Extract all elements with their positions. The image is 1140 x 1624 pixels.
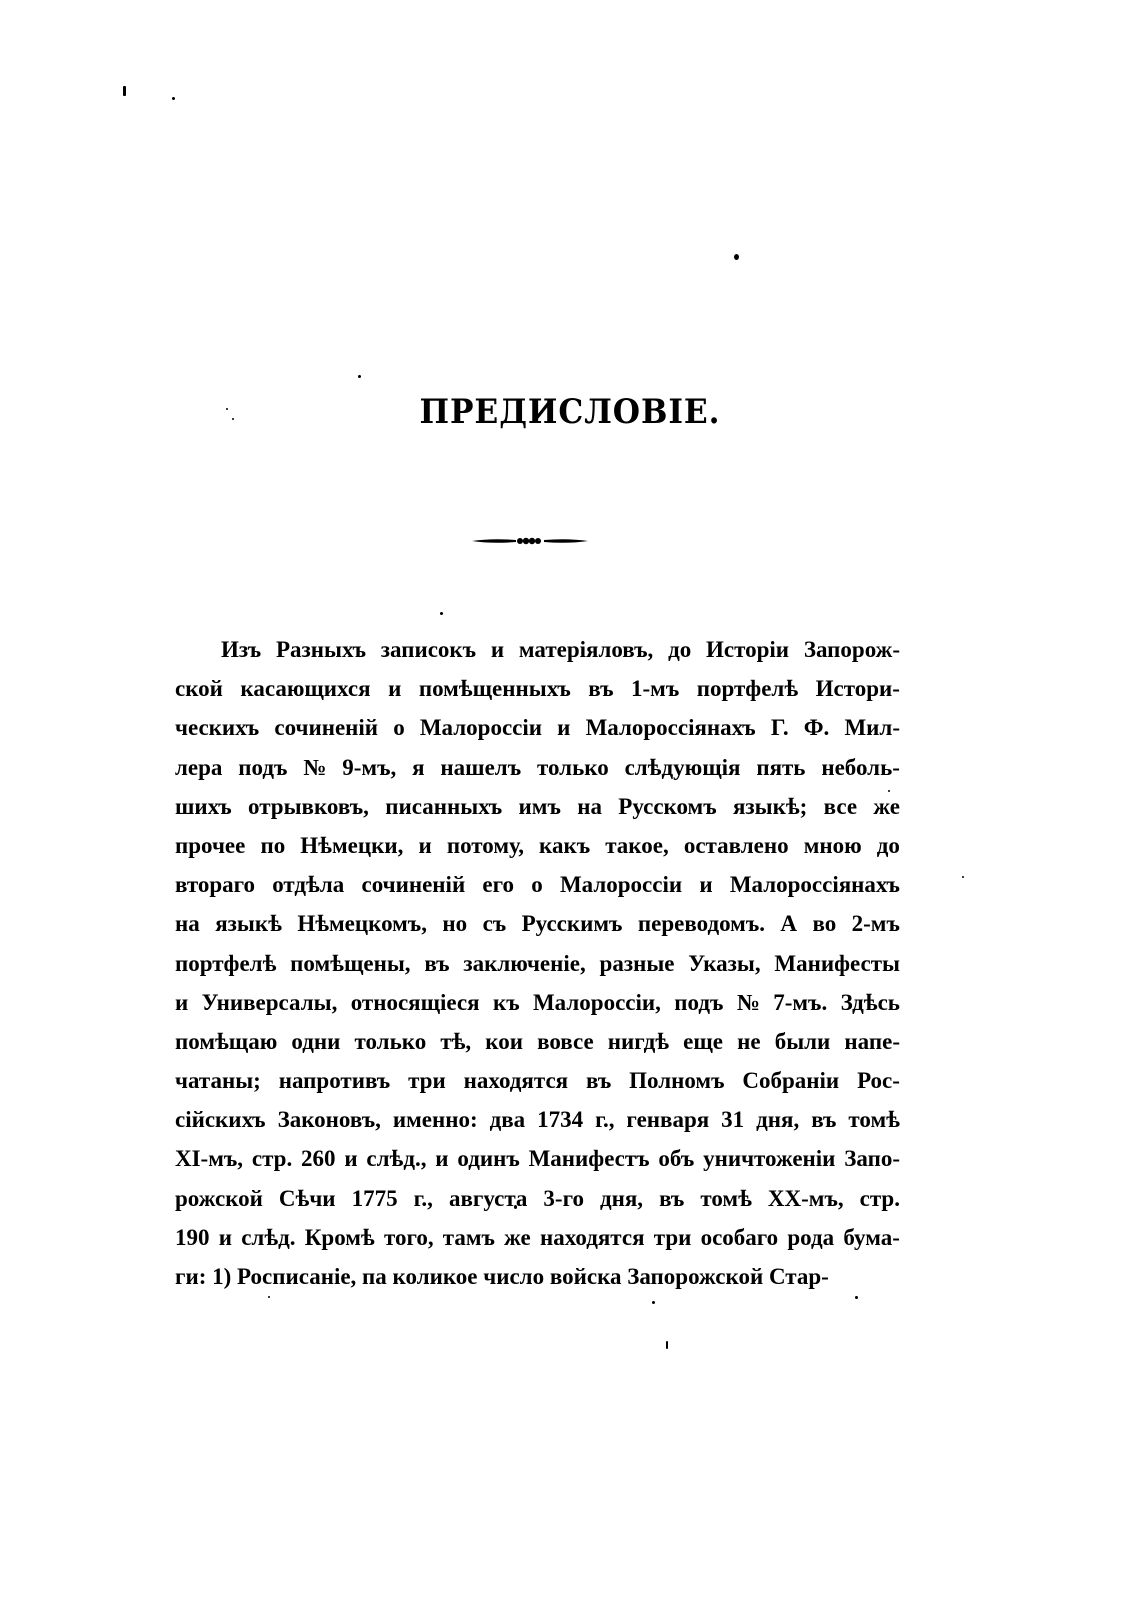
word: рода — [787, 1224, 835, 1250]
word: августа — [448, 1185, 528, 1211]
word: нашелъ — [440, 754, 522, 780]
word: дня, — [756, 1107, 800, 1133]
word: Малороссіи, — [532, 989, 661, 1015]
word: и — [175, 989, 189, 1015]
paragraph-line — [175, 708, 900, 747]
word: того, — [383, 1224, 434, 1250]
paragraph-line — [175, 1139, 900, 1178]
scan-speck — [123, 86, 126, 96]
word: Законовъ, — [277, 1107, 381, 1133]
word: помѣщены, — [290, 950, 411, 976]
word: тамъ — [442, 1224, 495, 1250]
word: въ — [811, 1107, 837, 1133]
word: и — [218, 1224, 232, 1250]
word: только — [354, 1028, 427, 1054]
word: объ — [658, 1146, 695, 1172]
word: писанныхъ — [385, 793, 503, 819]
word: Запо- — [844, 1146, 900, 1172]
word: о — [393, 715, 405, 741]
word: уничтоженіи — [703, 1146, 836, 1172]
word: матеріяловъ, — [518, 637, 654, 662]
word: тѣ, — [440, 1028, 472, 1054]
word: XX-мъ, — [767, 1185, 844, 1211]
paragraph-line — [175, 1100, 900, 1139]
word: № — [303, 754, 327, 780]
word: въ — [588, 676, 614, 702]
word: напротивъ — [278, 1068, 391, 1094]
word: втораго — [175, 872, 256, 898]
word: 190 — [175, 1224, 210, 1250]
word: портфелѣ — [696, 676, 799, 702]
word: 1734 — [537, 1107, 584, 1133]
word: языкѣ; — [732, 793, 808, 819]
word: Рос- — [857, 1068, 900, 1094]
scan-speck — [855, 1296, 858, 1299]
paragraph-line — [175, 1061, 900, 1100]
word: отдѣла — [272, 872, 345, 898]
word: и — [490, 637, 505, 662]
word: же — [873, 793, 900, 819]
word: и — [435, 1146, 449, 1172]
word: не — [737, 1028, 761, 1054]
word: А — [780, 911, 798, 937]
word: три — [653, 1224, 692, 1250]
scan-speck — [666, 1341, 668, 1349]
word: особаго — [700, 1224, 779, 1250]
word: г., — [413, 1185, 433, 1211]
paragraph-line — [175, 826, 900, 865]
word: сійскихъ — [175, 1107, 266, 1133]
word: такое, — [605, 832, 669, 858]
word: Малороссіянахъ — [729, 872, 900, 898]
word: подъ — [238, 754, 288, 780]
word: ческихъ — [175, 715, 260, 741]
word: о — [531, 872, 543, 898]
word: имъ — [518, 793, 561, 819]
paragraph-line — [175, 1179, 900, 1218]
word: дня, — [599, 1185, 644, 1211]
word: я — [412, 754, 425, 780]
word: и — [344, 1146, 358, 1172]
paragraph-line: ги: 1) Росписаніе, па коликое число войска Запорожской Стар- — [175, 1264, 829, 1289]
word: два — [489, 1107, 526, 1133]
word: Русскимъ — [521, 911, 623, 937]
word: сочиненій — [361, 872, 466, 898]
word: съ — [482, 911, 507, 937]
word: Сѣчи — [278, 1185, 336, 1211]
word: XI-мъ, — [175, 1146, 244, 1172]
word: были — [774, 1028, 831, 1054]
word: къ — [492, 989, 520, 1015]
word: до — [876, 832, 900, 858]
word: 9-мъ, — [342, 754, 397, 780]
word: слѣд., — [366, 1146, 427, 1172]
word: и — [388, 676, 402, 702]
word: какъ — [539, 832, 591, 858]
word: Г. — [770, 715, 789, 741]
word: же — [504, 1224, 531, 1250]
word: во — [812, 911, 837, 937]
paragraph-line — [175, 1218, 900, 1257]
word: Собраніи — [742, 1068, 840, 1094]
word: его — [482, 872, 515, 898]
word: № — [736, 989, 760, 1015]
word: потому, — [446, 832, 524, 858]
word: 1775 — [351, 1185, 398, 1211]
word: стр. — [859, 1185, 900, 1211]
word: портфелѣ — [175, 950, 277, 976]
word: именно: — [392, 1107, 478, 1133]
word: Разныхъ — [275, 637, 366, 662]
paragraph-line — [175, 944, 900, 983]
word: разные — [599, 950, 675, 976]
word: на — [175, 911, 200, 937]
word: въ — [659, 1185, 685, 1211]
word: переводомъ. — [637, 911, 765, 937]
word: лера — [175, 754, 223, 780]
scan-speck — [358, 375, 361, 378]
word: Изъ — [221, 637, 262, 662]
word: оставлено — [683, 832, 789, 858]
word: кои — [485, 1028, 523, 1054]
paragraph-line — [175, 748, 900, 787]
word: одинъ — [457, 1146, 520, 1172]
word: Манифестъ — [528, 1146, 650, 1172]
word: Мил- — [844, 715, 900, 741]
word: и — [699, 872, 713, 898]
word: записокъ — [380, 637, 477, 662]
word: томѣ — [700, 1185, 752, 1211]
word: стр. — [251, 1146, 293, 1172]
scan-speck — [172, 97, 175, 100]
word: Малороссіи — [419, 715, 543, 741]
word: слѣдующія — [624, 754, 741, 780]
word: рожской — [175, 1185, 263, 1211]
word: и — [557, 715, 571, 741]
word: касающихся — [240, 676, 371, 702]
paragraph-line — [175, 983, 900, 1022]
word: одни — [291, 1028, 341, 1054]
word: въ — [424, 950, 450, 976]
word: пять — [756, 754, 806, 780]
word: до — [668, 637, 692, 662]
word: 1-мъ — [631, 676, 680, 702]
word: Указы, — [688, 950, 761, 976]
word: слѣд. — [241, 1224, 296, 1250]
word: бума- — [843, 1224, 900, 1250]
word: Нѣмецки, — [300, 832, 404, 858]
scan-speck — [962, 876, 964, 878]
word: еще — [683, 1028, 723, 1054]
word: отрывковъ, — [248, 793, 369, 819]
word: 2-мъ — [851, 911, 900, 937]
paragraph-line — [175, 1022, 900, 1061]
word: относящіеся — [350, 989, 480, 1015]
word: прочее — [175, 832, 246, 858]
word: находятся — [539, 1224, 645, 1250]
word: чатаны; — [175, 1068, 261, 1094]
word: Универсалы, — [201, 989, 338, 1015]
word: Ф. — [803, 715, 830, 741]
word: 31 — [721, 1107, 745, 1133]
word: Русскомъ — [618, 793, 717, 819]
word: три — [408, 1068, 446, 1094]
word: по — [260, 832, 286, 858]
paragraph-line — [175, 630, 900, 669]
word: Нѣмецкомъ, — [297, 911, 427, 937]
ornamental-rule-icon — [472, 534, 588, 548]
word: напе- — [844, 1028, 900, 1054]
word: помѣщенныхъ — [418, 676, 571, 702]
word: шихъ — [175, 793, 232, 819]
word: ской — [175, 676, 223, 702]
paragraph-line — [175, 787, 900, 826]
word: все — [823, 793, 858, 819]
word: на — [577, 793, 602, 819]
word: томѣ — [848, 1107, 900, 1133]
scan-speck — [734, 254, 739, 260]
page-title: ПРЕДИСЛОВІЕ. — [419, 392, 721, 432]
word: Истори- — [815, 676, 900, 702]
paragraph-line — [175, 669, 900, 708]
word: Запорож- — [803, 637, 900, 662]
word: вовсе — [537, 1028, 594, 1054]
paragraph-line — [175, 904, 900, 943]
scan-speck — [440, 612, 443, 615]
word: сочиненій — [274, 715, 379, 741]
word: заключеніе, — [463, 950, 586, 976]
word: Кромѣ — [304, 1224, 375, 1250]
word: Манифесты — [774, 950, 900, 976]
word: въ — [585, 1068, 612, 1094]
paragraph-line — [175, 865, 900, 904]
word: Здѣсь — [840, 989, 900, 1015]
scan-speck — [652, 1301, 655, 1304]
word: генваря — [626, 1107, 710, 1133]
word: 260 — [301, 1146, 336, 1172]
word: только — [536, 754, 609, 780]
word: но — [442, 911, 468, 937]
word: Полномъ — [629, 1068, 725, 1094]
word: подъ — [674, 989, 724, 1015]
word: Исторіи — [706, 637, 790, 662]
scan-speck — [268, 1296, 270, 1298]
word: Малороссіи — [559, 872, 683, 898]
word: 7-мъ. — [773, 989, 828, 1015]
word: языкѣ — [215, 911, 282, 937]
word: помѣщаю — [175, 1028, 278, 1054]
word: находятся — [463, 1068, 569, 1094]
word: мною — [803, 832, 862, 858]
word: и — [418, 832, 432, 858]
word: 3-го — [543, 1185, 584, 1211]
word: нигдѣ — [607, 1028, 670, 1054]
word: Малороссіянахъ — [585, 715, 756, 741]
word: неболь- — [821, 754, 900, 780]
word: г., — [595, 1107, 615, 1133]
preface-paragraph — [175, 630, 900, 1296]
